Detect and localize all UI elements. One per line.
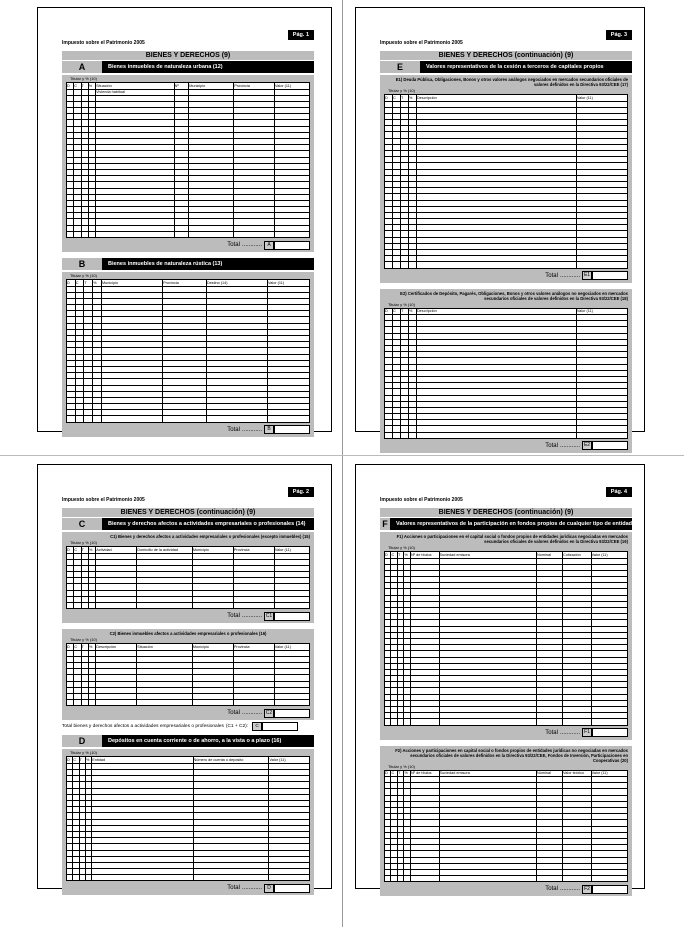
horizontal-page-divider	[0, 455, 684, 456]
column-header: Situación	[96, 83, 175, 90]
total-e1: Total ............ E1	[384, 271, 628, 281]
column-header: C	[73, 757, 79, 764]
table-cell[interactable]	[439, 719, 536, 725]
page-2-sheet	[37, 464, 332, 892]
subsection-f2-title: F2) Acciones y participaciones en capital social o fondos propios de entidades jurídicas no negociadas en mercados secundarios oficiales de valores definidos en la Directiva 93/22/CEE, Fondos de Inversión, Participaciones en Cooperativas (20)	[395, 747, 628, 763]
table-cell[interactable]	[591, 876, 627, 882]
total-a: Total ............ A	[66, 240, 310, 250]
column-header: Valor teórico	[562, 770, 591, 777]
column-header: C	[75, 280, 84, 287]
table-cell[interactable]	[392, 262, 400, 268]
column-header: Cotización	[562, 552, 591, 559]
table-cell[interactable]	[408, 432, 416, 438]
page-1-sheet	[37, 7, 332, 432]
table-row	[67, 603, 310, 609]
section-d-header	[62, 735, 314, 747]
table-cell[interactable]	[591, 719, 627, 725]
section-e2-box	[380, 289, 632, 453]
section-letter: A	[62, 61, 102, 73]
tax-name: Impuesto sobre el Patrimonio 2005	[62, 40, 145, 46]
table-cell[interactable]	[174, 231, 189, 237]
column-header: %	[408, 95, 416, 102]
section-letter: F	[380, 518, 390, 530]
subsection-e1-title: E1) Deuda Pública, Obligaciones, Bonos y otros valores análogos negociados en mercados secundarios oficiales de valores definidos en la Directiva 93/22/CEE (17)	[395, 77, 628, 87]
column-header: C	[391, 552, 397, 559]
column-header: Municipio	[192, 547, 233, 554]
total-d: Total ............ D	[66, 883, 310, 893]
page-number: Pág. 3	[606, 30, 632, 40]
subsection-c2-title: C2) Bienes inmuebles afectos a actividades empresariales o profesionales (16)	[109, 631, 267, 637]
section-d-box	[62, 749, 314, 895]
table-cell[interactable]	[416, 262, 576, 268]
column-header: C	[392, 95, 400, 102]
subsection-c1-title: C1) Bienes y derechos afectos a actividades empresariales o profesionales (excepto inmuebles) (15)	[110, 534, 310, 539]
table-cell[interactable]	[84, 416, 93, 422]
table-row	[385, 262, 628, 268]
table-row	[67, 700, 310, 706]
column-header: D	[67, 757, 73, 764]
table-cell[interactable]	[67, 603, 74, 609]
page-number: Pág. 4	[606, 487, 632, 497]
tax-name: Impuesto sobre el Patrimonio 2005	[380, 497, 463, 503]
section-title: Depósitos en cuenta corriente o de ahorro, a la vista o a plazo (16)	[102, 735, 314, 747]
table-cell[interactable]: Vivienda habitual	[96, 89, 175, 95]
vertical-page-divider	[342, 0, 343, 927]
total-e2: Total ............ E2	[384, 441, 628, 451]
total-f1: Total ............ F1	[384, 728, 628, 738]
owner-label: Titular y % (10)	[70, 750, 97, 756]
column-header: Valor (11)	[591, 770, 627, 777]
total-f2-input[interactable]	[592, 885, 628, 894]
column-header: Valor (11)	[268, 280, 310, 287]
section-title: Bienes inmuebles de naturaleza urbana (12)	[102, 61, 314, 73]
column-header: Valor (11)	[591, 552, 627, 559]
column-header: Valor (11)	[274, 547, 309, 554]
table-cell[interactable]	[96, 231, 175, 237]
column-header: D	[385, 552, 391, 559]
page-3-sheet	[355, 7, 645, 449]
total-c-input[interactable]	[262, 722, 298, 731]
section-c1-box	[62, 532, 314, 623]
table-cell[interactable]	[193, 875, 269, 881]
column-header: Nº de títulos	[410, 552, 439, 559]
table-cell[interactable]	[410, 876, 439, 882]
subsection-e2-title: E2) Certificados de Depósito, Pagarés, Obligaciones, Bonos y otros valores análogos no negociados en mercados secundarios oficiales de valores definidos en la Directiva 93/22/CEE (18)	[400, 290, 628, 301]
table-cell[interactable]	[562, 719, 591, 725]
section-f1-box	[380, 532, 632, 740]
total-f1-input[interactable]	[592, 728, 628, 737]
column-header: Nominal	[537, 770, 563, 777]
column-header: T	[400, 95, 408, 102]
column-header: Municipio	[192, 644, 233, 651]
column-header: %	[88, 644, 95, 651]
section-title: Bienes y derechos afectos a actividades empresariales o profesionales (14)	[102, 518, 314, 530]
total-e1-input[interactable]	[592, 271, 628, 280]
total-c1-input[interactable]	[274, 612, 310, 621]
column-header: C	[391, 770, 397, 777]
column-header: %	[85, 757, 91, 764]
column-header: T	[81, 644, 88, 651]
section-f2-table[interactable]	[384, 770, 628, 883]
column-header: Destino (14)	[206, 280, 267, 287]
owner-label: Titular y % (10)	[388, 763, 415, 769]
section-d-table[interactable]	[66, 756, 310, 881]
column-header: D	[67, 644, 74, 651]
table-cell[interactable]	[88, 700, 95, 706]
table-cell[interactable]	[101, 416, 162, 422]
owner-label: Titular y % (10)	[70, 76, 97, 81]
column-header: %	[404, 770, 410, 777]
column-header: T	[79, 757, 85, 764]
column-header: Número de cuenta o depósito	[193, 757, 269, 764]
section-c2-table[interactable]	[66, 643, 310, 706]
column-header: D	[67, 547, 74, 554]
owner-label: Titular y % (10)	[388, 301, 415, 307]
column-header: Domicilio de la actividad	[137, 547, 193, 554]
column-header: D	[385, 95, 393, 102]
page-number: Pág. 2	[288, 487, 314, 497]
tax-name: Impuesto sobre el Patrimonio 2005	[380, 40, 463, 46]
column-header: Provincia	[234, 83, 275, 90]
owner-label: Titular y % (10)	[388, 545, 415, 550]
table-cell[interactable]	[88, 603, 95, 609]
page-title: BIENES Y DERECHOS (continuación) (9)	[380, 51, 632, 60]
total-c2-input[interactable]	[274, 709, 310, 718]
section-e2-table[interactable]	[384, 308, 628, 439]
table-cell[interactable]	[206, 416, 267, 422]
total-c-line: Total bienes y derechos afectos a actividades empresariales o profesionales (C1 + C2): C	[62, 722, 314, 731]
column-header: %	[88, 547, 95, 554]
owner-label: Titular y % (10)	[70, 540, 97, 545]
table-cell[interactable]	[88, 231, 95, 237]
total-e2-input[interactable]	[592, 441, 628, 450]
column-header: Valor (11)	[274, 644, 309, 651]
section-letter: C	[62, 518, 102, 530]
page-title: BIENES Y DERECHOS (continuación) (9)	[380, 508, 632, 517]
column-header: Nº de títulos	[410, 770, 439, 777]
table-cell[interactable]	[93, 416, 102, 422]
column-header: T	[81, 547, 88, 554]
section-title: Valores representativos de la cesión a terceros de capitales propios	[420, 61, 632, 73]
table-cell[interactable]	[537, 876, 563, 882]
owner-label: Titular y % (10)	[70, 637, 97, 643]
column-header: Situación	[137, 644, 193, 651]
section-b-table[interactable]	[66, 279, 310, 423]
column-header: T	[81, 83, 88, 90]
table-row	[385, 876, 628, 882]
section-letter: E	[380, 61, 420, 73]
table-cell[interactable]	[74, 700, 81, 706]
section-title: Valores representativos de la participación en fondos propios de cualquier tipo de entidad	[390, 518, 632, 530]
column-header: T	[400, 308, 408, 315]
table-cell[interactable]	[400, 432, 408, 438]
section-f2-box	[380, 746, 632, 897]
subsection-f1-title: F1) Acciones o participaciones en el capital social o fondos propios de entidades jurídicas negociadas en mercados secundarios oficiales de valores definidos en la Directiva 93/22/CEE (19)	[396, 534, 628, 544]
column-header: D	[67, 280, 76, 287]
owner-label: Titular y % (10)	[388, 88, 415, 93]
column-header: Actividad	[96, 547, 137, 554]
column-header: Entidad	[92, 757, 193, 764]
table-cell[interactable]	[92, 875, 193, 881]
column-header: Valor (11)	[576, 95, 627, 102]
page-number: Pág. 1	[288, 30, 314, 40]
table-cell[interactable]	[163, 416, 207, 422]
table-cell[interactable]	[274, 603, 309, 609]
section-a-table[interactable]	[66, 82, 310, 238]
table-cell[interactable]	[400, 262, 408, 268]
column-header: Nº	[174, 83, 189, 90]
section-a-header	[62, 61, 314, 73]
section-title: Bienes inmuebles de naturaleza rústica (13)	[102, 258, 314, 270]
table-cell[interactable]	[269, 875, 310, 881]
column-header: Provincia	[233, 547, 274, 554]
table-cell[interactable]	[234, 231, 275, 237]
section-c-header	[62, 518, 314, 530]
total-f2: Total ............ F2	[384, 884, 628, 894]
page-title: BIENES Y DERECHOS (continuación) (9)	[62, 508, 314, 517]
table-cell[interactable]	[233, 603, 274, 609]
section-c2-box	[62, 629, 314, 720]
section-a-box	[62, 75, 314, 252]
column-header: C	[74, 644, 81, 651]
column-header: Provincia	[163, 280, 207, 287]
page-4-sheet	[355, 464, 645, 893]
table-cell[interactable]	[81, 231, 88, 237]
table-row	[67, 875, 310, 881]
column-header: Provincia	[233, 644, 274, 651]
tax-name: Impuesto sobre el Patrimonio 2005	[62, 497, 145, 503]
table-cell[interactable]	[274, 700, 309, 706]
section-letter: D	[62, 735, 102, 747]
owner-label: Titular y % (10)	[70, 273, 97, 278]
table-cell[interactable]	[75, 416, 84, 422]
table-row	[67, 416, 310, 422]
total-b-input[interactable]	[274, 425, 310, 434]
table-cell[interactable]	[137, 603, 193, 609]
column-header: C	[392, 308, 400, 315]
column-header: Descripción	[96, 644, 137, 651]
table-cell[interactable]	[81, 700, 88, 706]
table-cell[interactable]	[137, 700, 193, 706]
section-e1-box	[380, 75, 632, 283]
table-cell[interactable]	[74, 603, 81, 609]
total-c2: Total ............ C2	[66, 708, 310, 718]
table-cell[interactable]	[96, 603, 137, 609]
column-header: T	[397, 552, 403, 559]
table-cell[interactable]	[233, 700, 274, 706]
table-cell[interactable]	[96, 700, 137, 706]
table-cell[interactable]	[408, 262, 416, 268]
page-title: BIENES Y DERECHOS (9)	[62, 51, 314, 60]
section-e1-table[interactable]	[384, 94, 628, 269]
section-e-header	[380, 61, 632, 73]
column-header: Valor (11)	[275, 83, 310, 90]
total-a-input[interactable]	[274, 241, 310, 250]
section-b-box	[62, 272, 314, 437]
table-cell[interactable]	[67, 700, 74, 706]
table-cell[interactable]	[439, 876, 536, 882]
section-b-header	[62, 258, 314, 270]
table-row	[385, 719, 628, 725]
column-header: C	[74, 83, 81, 90]
table-cell[interactable]	[81, 603, 88, 609]
column-header: Descripción	[416, 95, 576, 102]
section-f-header	[380, 518, 632, 530]
column-header: %	[404, 552, 410, 559]
column-header: %	[88, 83, 95, 90]
table-cell[interactable]	[192, 603, 233, 609]
table-cell[interactable]	[537, 719, 563, 725]
table-cell[interactable]	[268, 416, 310, 422]
section-f1-table[interactable]	[384, 551, 628, 726]
total-c1: Total ............ C1	[66, 611, 310, 621]
column-header: Valor (11)	[269, 757, 310, 764]
column-header: Municipio	[189, 83, 234, 90]
table-cell[interactable]	[410, 719, 439, 725]
table-cell[interactable]	[416, 432, 576, 438]
table-cell[interactable]	[67, 416, 76, 422]
table-cell[interactable]	[576, 262, 627, 268]
table-cell[interactable]	[67, 231, 74, 237]
column-header: Valor (11)	[576, 308, 627, 315]
table-cell[interactable]	[189, 231, 234, 237]
column-header: Descripción	[416, 308, 576, 315]
table-cell[interactable]	[385, 432, 393, 438]
column-header: Municipio	[101, 280, 162, 287]
table-cell[interactable]	[562, 876, 591, 882]
column-header: Nominal	[537, 552, 563, 559]
table-cell[interactable]	[74, 231, 81, 237]
table-row	[67, 231, 310, 237]
column-header: C	[74, 547, 81, 554]
column-header: %	[408, 308, 416, 315]
section-c1-table[interactable]	[66, 546, 310, 609]
table-cell[interactable]	[275, 231, 310, 237]
table-cell[interactable]	[385, 262, 393, 268]
column-header: T	[84, 280, 93, 287]
column-header: %	[93, 280, 102, 287]
column-header: T	[397, 770, 403, 777]
column-header: D	[67, 83, 74, 90]
total-d-input[interactable]	[274, 884, 310, 893]
table-row	[385, 432, 628, 438]
total-b: Total ............ B	[66, 425, 310, 435]
table-cell[interactable]	[192, 700, 233, 706]
column-header: D	[385, 308, 393, 315]
section-letter: B	[62, 258, 102, 270]
column-header: Sociedad emisora	[439, 552, 536, 559]
table-cell[interactable]	[392, 432, 400, 438]
table-cell[interactable]	[576, 432, 627, 438]
column-header: Sociedad emisora	[439, 770, 536, 777]
column-header: D	[385, 770, 391, 777]
